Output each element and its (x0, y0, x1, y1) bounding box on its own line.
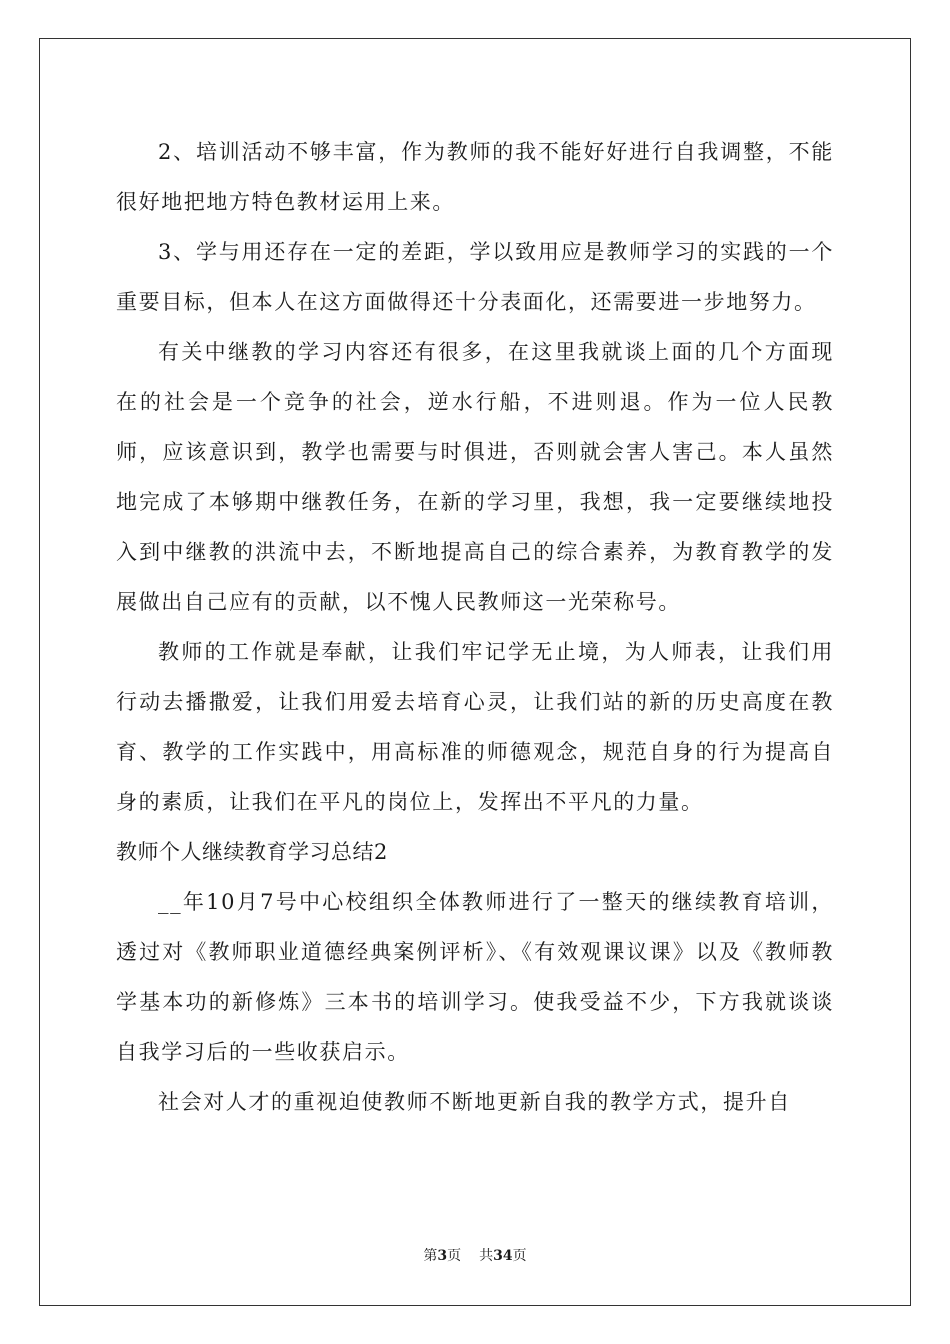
paragraph-6: 社会对人才的重视迫使教师不断地更新自我的教学方式，提升自 (158, 1090, 791, 1114)
total-suffix: 页 (512, 1248, 527, 1264)
paragraph-5: __年10月7号中心校组织全体教师进行了一整天的继续教育培训，透过对《教师职业道德经典案例评析》、《有效观课议课》以及《教师教学基本功的新修炼》三本书的培训学习。使我受益不少，下方我就谈谈自我学习后的一些收获启示。 (116, 890, 834, 1064)
total-prefix: 共 (479, 1248, 494, 1264)
page-suffix: 页 (447, 1248, 462, 1264)
page-current: 3 (437, 1248, 448, 1264)
paragraph-1: 2、培训活动不够丰富，作为教师的我不能好好进行自我调整，不能很好地把地方特色教材运用上来。 (116, 140, 834, 214)
page-total: 34 (493, 1248, 513, 1264)
page-prefix: 第 (423, 1248, 438, 1264)
paragraph-4: 教师的工作就是奉献，让我们牢记学无止境，为人师表，让我们用行动去播撒爱，让我们用爱去培育心灵，让我们站的新的历史高度在教育、教学的工作实践中，用高标准的师德观念，规范自身的行为提高自身的素质，让我们在平凡的岗位上，发挥出不平凡的力量。 (116, 640, 834, 814)
paragraph-3: 有关中继教的学习内容还有很多，在这里我就谈上面的几个方面现在的社会是一个竞争的社会，逆水行船，不进则退。作为一位人民教师，应该意识到，教学也需要与时俱进，否则就会害人害己。本人虽然地完成了本够期中继教任务，在新的学习里，我想，我一定要继续地投入到中继教的洪流中去，不断地提高自己的综合素养，为教育教学的发展做出自己应有的贡献，以不愧人民教师这一光荣称号。 (116, 340, 834, 614)
paragraph-2: 3、学与用还存在一定的差距，学以致用应是教师学习的实践的一个重要目标，但本人在这方面做得还十分表面化，还需要进一步地努力。 (116, 240, 834, 314)
section-title: 教师个人继续教育学习总结2 (116, 840, 388, 864)
page-footer (0, 1245, 950, 1265)
document-body (116, 127, 834, 1127)
